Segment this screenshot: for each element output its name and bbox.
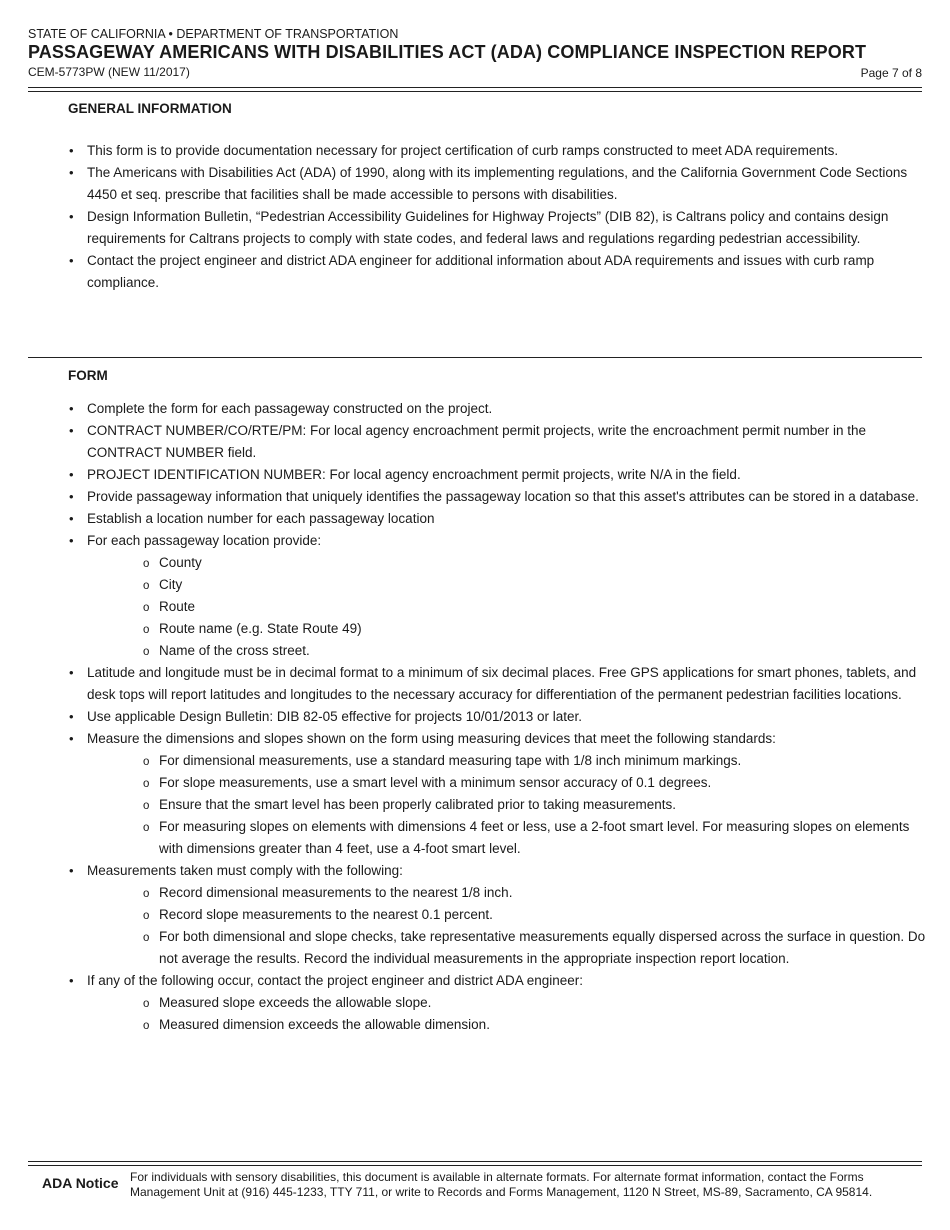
list-item (68, 970, 928, 1036)
sub-item: o For both dimensional and slope checks, take representative measurements equally dispersed across the surface in question. Do not average the results. Record the individual measurements in the appropriate inspection report location. (143, 926, 928, 970)
measuring-standards-sublist (87, 750, 928, 860)
list-item-text: If any of the following occur, contact the project engineer and district ADA engineer: (87, 973, 584, 988)
sub-item: o Name of the cross street. (143, 640, 928, 662)
sub-item: o Measured dimension exceeds the allowable dimension. (143, 1014, 928, 1036)
list-item: • Latitude and longitude must be in decimal format to a minimum of six decimal places. Free GPS applications for smart phones, tablets, and desk tops will report latitudes and longitudes to the necessary accuracy for differentiation of the permanent pedestrian facilities locations. (68, 662, 928, 706)
sub-item: o Ensure that the smart level has been properly calibrated prior to taking measurements. (143, 794, 928, 816)
list-item-text: Measure the dimensions and slopes shown on the form using measuring devices that meet the following standards: (87, 731, 776, 746)
list-item (68, 860, 928, 970)
form-number: CEM-5773PW (NEW 11/2017) (28, 65, 190, 79)
sub-item: o Route name (e.g. State Route 49) (143, 618, 928, 640)
page-number: Page 7 of 8 (860, 66, 922, 80)
list-item: • Provide passageway information that uniquely identifies the passageway location so that this asset's attributes can be stored in a database. (68, 486, 928, 508)
sub-item: o City (143, 574, 928, 596)
list-item: • This form is to provide documentation necessary for project certification of curb ramps constructed to meet ADA requirements. (68, 140, 928, 162)
list-item: • Establish a location number for each passageway location (68, 508, 928, 530)
form-heading: FORM (68, 368, 108, 383)
list-item (68, 530, 928, 662)
location-sublist (87, 552, 928, 662)
compliance-sublist (87, 882, 928, 970)
form-instructions-list (68, 398, 928, 1036)
general-information-list (68, 140, 928, 294)
ada-notice-label: ADA Notice (42, 1175, 119, 1191)
sub-item: o Record dimensional measurements to the nearest 1/8 inch. (143, 882, 928, 904)
list-item: • Complete the form for each passageway constructed on the project. (68, 398, 928, 420)
section-divider (28, 357, 922, 358)
list-item-text: For each passageway location provide: (87, 533, 322, 548)
header-divider (28, 87, 922, 92)
sub-item: o Measured slope exceeds the allowable slope. (143, 992, 928, 1014)
department-line: STATE OF CALIFORNIA • DEPARTMENT OF TRANSPORTATION (28, 27, 399, 41)
sub-item: o For slope measurements, use a smart level with a minimum sensor accuracy of 0.1 degrees. (143, 772, 928, 794)
page-title: PASSAGEWAY AMERICANS WITH DISABILITIES ACT (ADA) COMPLIANCE INSPECTION REPORT (28, 42, 867, 62)
sub-item: o For dimensional measurements, use a standard measuring tape with 1/8 inch minimum markings. (143, 750, 928, 772)
list-item: • PROJECT IDENTIFICATION NUMBER: For local agency encroachment permit projects, write N/A in the field. (68, 464, 928, 486)
list-item: • Use applicable Design Bulletin: DIB 82-05 effective for projects 10/01/2013 or later. (68, 706, 928, 728)
list-item: • CONTRACT NUMBER/CO/RTE/PM: For local agency encroachment permit projects, write the encroachment permit number in the CONTRACT NUMBER field. (68, 420, 928, 464)
sub-item: o County (143, 552, 928, 574)
list-item-text: Measurements taken must comply with the following: (87, 863, 403, 878)
sub-item: o For measuring slopes on elements with dimensions 4 feet or less, use a 2-foot smart level. For measuring slopes on elements with dimensions greater than 4 feet, use a 4-foot smart level. (143, 816, 928, 860)
contact-conditions-sublist (87, 992, 928, 1036)
general-information-heading: GENERAL INFORMATION (68, 101, 232, 116)
list-item: • Design Information Bulletin, “Pedestrian Accessibility Guidelines for Highway Projects” (DIB 82), is Caltrans policy and contains design requirements for Caltrans projects to comply with state codes, and federal laws and regulations regarding pedestrian accessibility. (68, 206, 928, 250)
sub-item: o Route (143, 596, 928, 618)
sub-item: o Record slope measurements to the nearest 0.1 percent. (143, 904, 928, 926)
list-item: • Contact the project engineer and district ADA engineer for additional information about ADA requirements and issues with curb ramp compliance. (68, 250, 928, 294)
list-item (68, 728, 928, 860)
list-item: • The Americans with Disabilities Act (ADA) of 1990, along with its implementing regulations, and the California Government Code Sections 4450 et seq. prescribe that facilities shall be made accessible to persons with disabilities. (68, 162, 928, 206)
ada-notice-text: For individuals with sensory disabilities, this document is available in alternate formats. For alternate format information, contact the Forms Management Unit at (916) 445-1233, TTY 711, or write to Records and Forms Management, 1120 N Street, MS-89, Sacramento, CA 95814. (130, 1170, 873, 1199)
footer-divider (28, 1161, 922, 1166)
